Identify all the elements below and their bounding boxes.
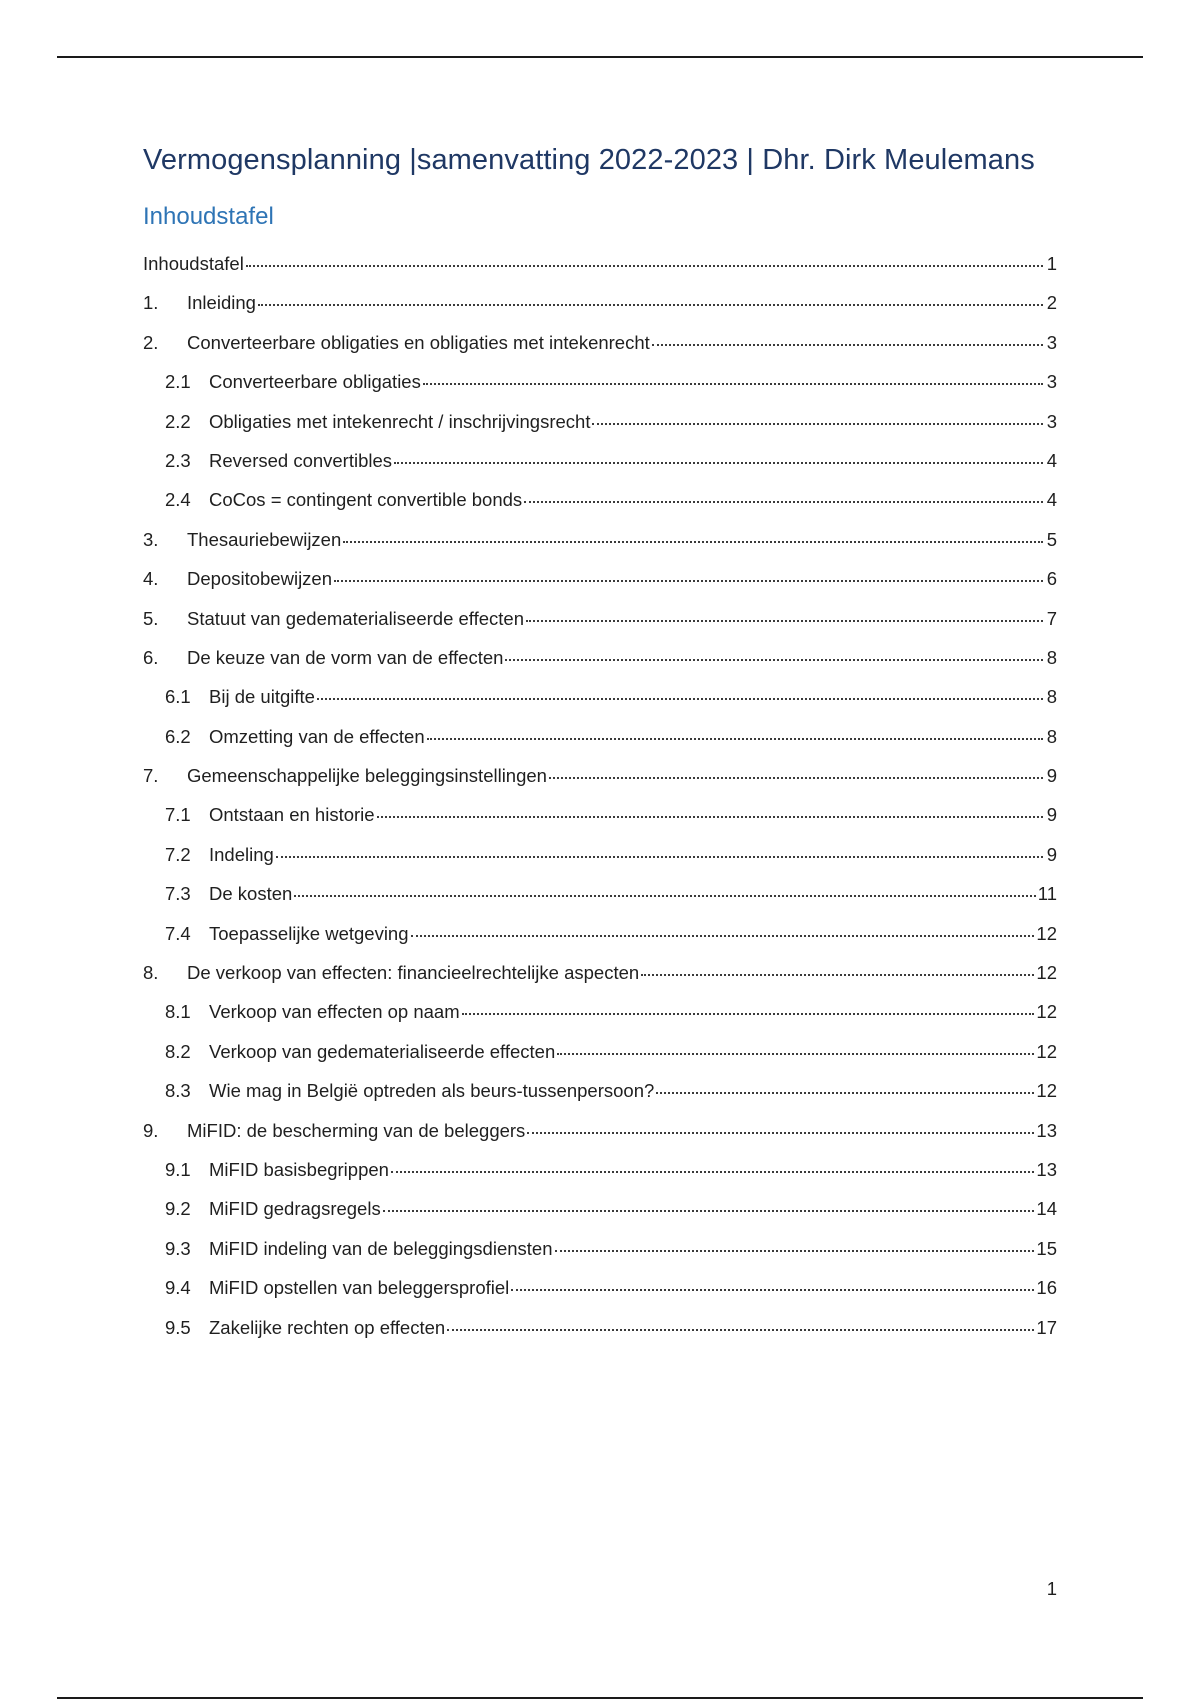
toc-heading: Inhoudstafel: [143, 203, 274, 230]
toc-entry-page: 3: [1046, 371, 1057, 393]
toc-dot-leader: [394, 461, 1043, 464]
toc-entry[interactable]: [143, 1237, 1057, 1276]
toc-entry-number: 7.1: [165, 804, 191, 826]
toc-entry[interactable]: [143, 1316, 1057, 1355]
toc-entry-number: 8.3: [165, 1080, 191, 1102]
toc-dot-leader: [505, 658, 1043, 661]
toc-entry-page: 9: [1046, 804, 1057, 826]
toc-entry-title[interactable]: Toepasselijke wetgeving: [209, 922, 409, 944]
toc-entry[interactable]: [143, 449, 1057, 488]
toc-entry-number: 5.: [143, 607, 159, 629]
toc-dot-leader: [557, 1052, 1034, 1055]
toc-entry[interactable]: [143, 1079, 1057, 1118]
toc-entry[interactable]: [143, 291, 1057, 330]
toc-entry-title[interactable]: Statuut van gedematerialiseerde effecten: [187, 607, 524, 629]
toc-entry-number: 8.1: [165, 1001, 191, 1023]
toc-entry-page: 12: [1036, 1001, 1057, 1023]
toc-entry[interactable]: [143, 567, 1057, 606]
toc-entry-page: 13: [1036, 1119, 1057, 1141]
toc-entry-number: 1.: [143, 292, 159, 314]
toc-entry-page: 15: [1036, 1237, 1057, 1259]
toc-entry[interactable]: [143, 1158, 1057, 1197]
toc-entry-title[interactable]: Reversed convertibles: [209, 449, 393, 471]
toc-entry-page: 6: [1046, 568, 1057, 590]
toc-entry-page: 3: [1046, 331, 1057, 353]
toc-entry-page: 7: [1046, 607, 1057, 629]
toc-entry-page: 9: [1046, 843, 1057, 865]
toc-entry[interactable]: [143, 1276, 1057, 1315]
document-title: Vermogensplanning |samenvatting 2022-2023 | Dhr. Dirk Meulemans: [143, 144, 1035, 176]
toc-entry[interactable]: [143, 370, 1057, 409]
toc-entry-number: 7.: [143, 765, 159, 787]
toc-entry-title[interactable]: CoCos = contingent convertible bonds: [209, 489, 523, 511]
toc-entry-title[interactable]: MiFID basisbegrippen: [209, 1158, 389, 1180]
toc-entry-page: 16: [1036, 1277, 1057, 1299]
toc-entry-title[interactable]: Ontstaan en historie: [209, 804, 375, 826]
toc-dot-leader: [511, 1288, 1034, 1291]
toc-dot-leader: [276, 855, 1043, 858]
page-number: 1: [1046, 1578, 1057, 1599]
toc-entry-number: 6.1: [165, 686, 191, 708]
toc-entry-page: 1: [1046, 253, 1057, 274]
toc-entry-title[interactable]: Verkoop van effecten op naam: [209, 1001, 460, 1023]
toc-entry-title[interactable]: MiFID: de bescherming van de beleggers: [187, 1119, 526, 1141]
toc-dot-leader: [294, 894, 1035, 897]
toc-entry[interactable]: [143, 607, 1057, 646]
toc-entry-title[interactable]: Inhoudstafel: [143, 253, 244, 274]
toc-entry-title[interactable]: Zakelijke rechten op effecten: [209, 1316, 446, 1338]
toc-entry[interactable]: [143, 1040, 1057, 1079]
toc-entry-page: 17: [1036, 1316, 1057, 1338]
toc-entry-title[interactable]: De verkoop van effecten: financieelrechtelijke aspecten: [187, 962, 640, 984]
toc-entry-number: 2.2: [165, 410, 191, 432]
toc-entry-number: 9.5: [165, 1316, 191, 1338]
toc-entry-number: 3.: [143, 528, 159, 550]
toc-entry-title[interactable]: Thesauriebewijzen: [187, 528, 342, 550]
toc-dot-leader: [391, 1170, 1034, 1173]
toc-entry[interactable]: [143, 1119, 1057, 1158]
toc-entry-title[interactable]: Verkoop van gedematerialiseerde effecten: [209, 1040, 556, 1062]
toc-dot-leader: [246, 264, 1043, 267]
toc-entry-page: 4: [1046, 449, 1057, 471]
toc-entry-page: 13: [1036, 1158, 1057, 1180]
toc-entry-title[interactable]: Converteerbare obligaties: [209, 371, 421, 393]
toc-entry-number: 8.: [143, 962, 159, 984]
toc-entry[interactable]: [143, 488, 1057, 527]
toc-entry-page: 12: [1036, 962, 1057, 984]
toc-entry-title[interactable]: MiFID indeling van de beleggingsdiensten: [209, 1237, 553, 1259]
toc-entry-title[interactable]: Omzetting van de effecten: [209, 725, 425, 747]
toc-entry[interactable]: [143, 764, 1057, 803]
toc-dot-leader: [549, 776, 1043, 779]
toc-entry-title[interactable]: Wie mag in België optreden als beurs-tussenpersoon?: [209, 1080, 655, 1102]
toc-entry-number: 9.1: [165, 1158, 191, 1180]
toc-entry-page: 12: [1036, 922, 1057, 944]
toc-dot-leader: [592, 422, 1043, 425]
toc-entry-number: 7.3: [165, 883, 191, 905]
toc-entry-page: 8: [1046, 725, 1057, 747]
toc-entry-number: 9.: [143, 1119, 159, 1141]
toc-entry[interactable]: [143, 252, 1057, 291]
toc-dot-leader: [656, 1091, 1034, 1094]
toc-entry-page: 4: [1046, 489, 1057, 511]
toc-dot-leader: [258, 303, 1043, 306]
toc-entry-number: 9.3: [165, 1237, 191, 1259]
toc-entry-number: 2.4: [165, 489, 191, 511]
toc-dot-leader: [383, 1209, 1035, 1212]
toc-entry-page: 8: [1046, 646, 1057, 668]
toc-entry[interactable]: [143, 1197, 1057, 1236]
toc-entry-title[interactable]: Depositobewijzen: [187, 568, 333, 590]
toc-entry-page: 12: [1036, 1040, 1057, 1062]
toc-entry-page: 2: [1046, 292, 1057, 314]
toc-dot-leader: [526, 619, 1043, 622]
toc-dot-leader: [377, 815, 1043, 818]
toc-entry[interactable]: [143, 646, 1057, 685]
toc-entry-title[interactable]: Converteerbare obligaties en obligaties met intekenrecht: [187, 331, 650, 353]
toc-dot-leader: [343, 540, 1043, 543]
toc-dot-leader: [447, 1328, 1034, 1331]
toc-entry-number: 2.: [143, 331, 159, 353]
toc-entry-title[interactable]: Gemeenschappelijke beleggingsinstellingen: [187, 765, 547, 787]
toc-dot-leader: [423, 382, 1043, 385]
toc-entry-title[interactable]: Bij de uitgifte: [209, 686, 315, 708]
toc-entry-page: 12: [1036, 1080, 1057, 1102]
toc-entry-page: 5: [1046, 528, 1057, 550]
toc-entry-title[interactable]: MiFID gedragsregels: [209, 1198, 381, 1220]
toc-entry[interactable]: [143, 410, 1057, 449]
toc-entry-number: 2.1: [165, 371, 191, 393]
toc-dot-leader: [652, 343, 1043, 346]
toc-entry-number: 9.4: [165, 1277, 191, 1299]
toc-entry-number: 7.2: [165, 843, 191, 865]
toc-entry-page: 8: [1046, 686, 1057, 708]
toc-entry-title[interactable]: Inleiding: [187, 292, 256, 314]
toc-entry[interactable]: [143, 961, 1057, 1000]
toc-dot-leader: [462, 1012, 1035, 1015]
toc-entry-page: 3: [1046, 410, 1057, 432]
toc-entry[interactable]: [143, 528, 1057, 567]
toc-dot-leader: [317, 697, 1043, 700]
footer-rule: [57, 1697, 1143, 1699]
toc-entry[interactable]: [143, 725, 1057, 764]
toc-entry-number: 2.3: [165, 449, 191, 471]
toc-entry-number: 6.2: [165, 725, 191, 747]
toc-dot-leader: [524, 500, 1043, 503]
toc-entry-title[interactable]: De kosten: [209, 883, 293, 905]
table-of-contents: [143, 252, 1057, 1355]
toc-entry-page: 11: [1037, 883, 1057, 905]
toc-dot-leader: [427, 737, 1043, 740]
toc-entry-title[interactable]: Obligaties met intekenrecht / inschrijvingsrecht: [209, 410, 591, 432]
toc-dot-leader: [411, 934, 1035, 937]
toc-entry[interactable]: [143, 803, 1057, 842]
toc-dot-leader: [641, 973, 1034, 976]
toc-entry[interactable]: [143, 1000, 1057, 1039]
header-rule: [57, 56, 1143, 58]
toc-entry-number: 4.: [143, 568, 159, 590]
toc-entry[interactable]: [143, 843, 1057, 882]
toc-entry-number: 8.2: [165, 1040, 191, 1062]
toc-dot-leader: [527, 1131, 1034, 1134]
toc-entry-title[interactable]: Indeling: [209, 843, 274, 865]
toc-entry[interactable]: [143, 331, 1057, 370]
toc-entry-title[interactable]: De keuze van de vorm van de effecten: [187, 646, 504, 668]
toc-dot-leader: [334, 579, 1043, 582]
toc-entry-page: 9: [1046, 765, 1057, 787]
toc-entry[interactable]: [143, 685, 1057, 724]
toc-entry[interactable]: [143, 922, 1057, 961]
toc-entry[interactable]: [143, 882, 1057, 921]
toc-entry-title[interactable]: MiFID opstellen van beleggersprofiel: [209, 1277, 510, 1299]
toc-dot-leader: [555, 1249, 1035, 1252]
toc-entry-page: 14: [1036, 1198, 1057, 1220]
toc-entry-number: 7.4: [165, 922, 191, 944]
toc-entry-number: 6.: [143, 646, 159, 668]
toc-entry-number: 9.2: [165, 1198, 191, 1220]
